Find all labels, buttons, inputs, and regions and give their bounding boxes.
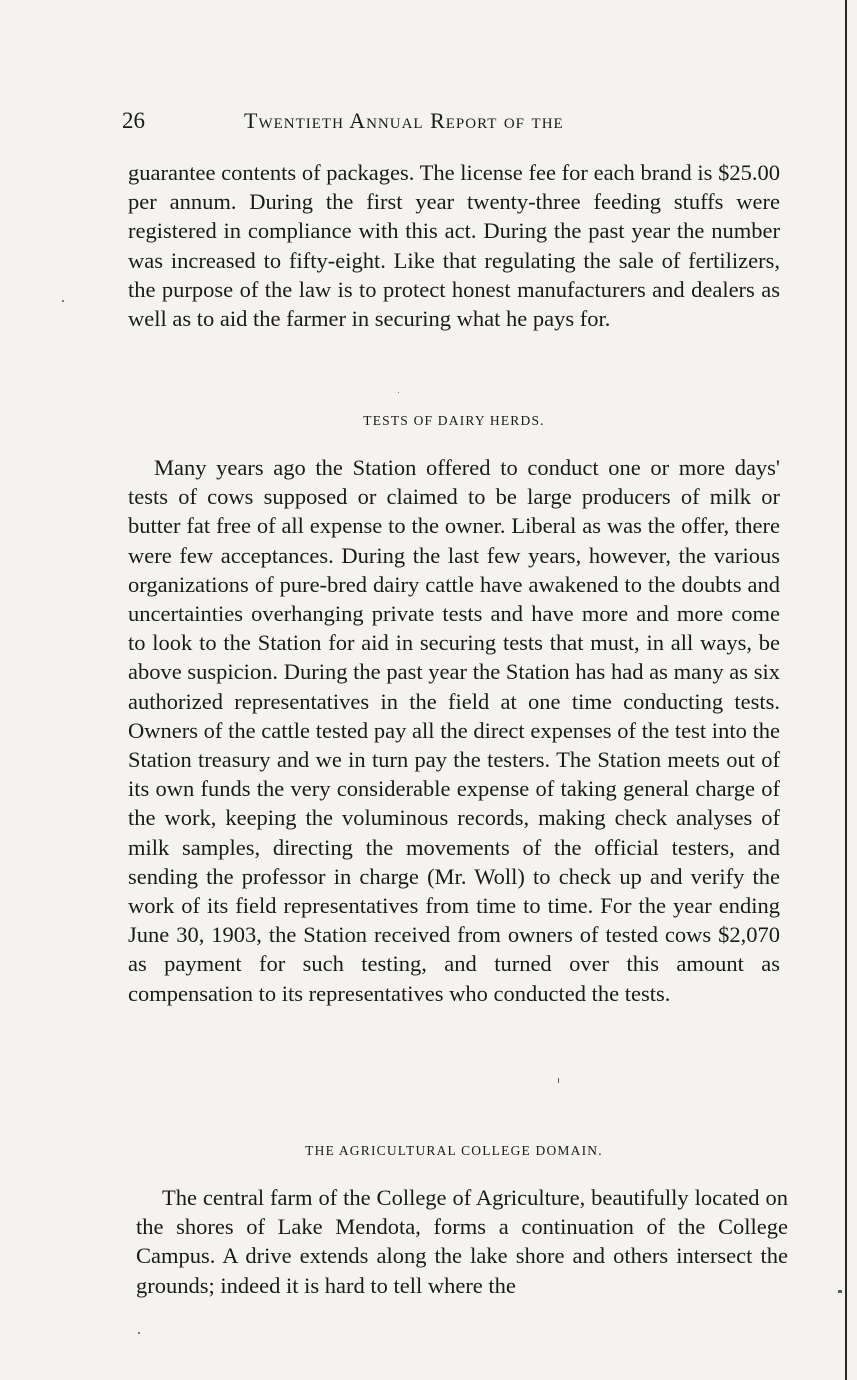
running-head — [122, 108, 682, 142]
paper-speck — [838, 1290, 842, 1293]
paper-speck — [398, 392, 399, 393]
section-heading-dairy-herds: TESTS OF DAIRY HERDS. — [363, 413, 545, 428]
paragraph-text: guarantee contents of packages. The license fee for each brand is $25.00 per annum. During the first year twenty-three feeding stuffs were registered in compliance with this act. During the past year the number was increased to fifty-eight. Like that regulating the sale of fertilizers, the purpose of the law is to protect honest manufacturers and dealers as well as to aid the farmer in securing what he pays for. — [128, 160, 780, 332]
paragraph-text: The central farm of the College of Agriculture, beautifully located on the shores of Lake Mendota, forms a continuation of the College Campus. A drive extends along the lake shore and others intersect the grounds; indeed it is hard to tell where the — [136, 1185, 788, 1298]
paper-speck — [138, 1332, 140, 1334]
paragraph-dairy-tests — [128, 453, 780, 1008]
section-heading-college-domain: THE AGRICULTURAL COLLEGE DOMAIN. — [305, 1143, 603, 1158]
page-edge-line — [845, 0, 847, 1380]
paragraph-continuation — [128, 158, 780, 333]
paper-speck — [62, 300, 64, 302]
paper-speck — [558, 1078, 559, 1083]
paragraph-text: Many years ago the Station offered to conduct one or more days' tests of cows supposed or claimed to be large producers of milk or butter fat free of all expense to the owner. Liberal as was the offer, there were few acceptances. During the last few years, however, the various organizations of pure-bred dairy cattle have awakened to the doubts and uncertainties overhanging private tests and have more and more come to look to the Station for aid in securing tests that must, in all ways, be above suspicion. During the past year the Station has had as many as six authorized representatives in the field at one time conducting tests. Owners of the cattle tested pay all the direct expenses of the test into the Station treasury and we in turn pay the testers. The Station meets out of its own funds the very considerable expense of taking general charge of the work, keeping the voluminous records, making check analyses of milk samples, directing the movements of the official testers, and sending the professor in charge (Mr. Woll) to check up and verify the work of its field representatives from time to time. For the year ending June 30, 1903, the Station received from owners of tested cows $2,070 as payment for such testing, and turned over this amount as compensation to its representatives who conducted the tests. — [128, 455, 780, 1006]
running-head-title: Twentieth Annual Report of the — [244, 108, 564, 133]
paragraph-college-domain — [136, 1183, 788, 1300]
page-number: 26 — [122, 108, 145, 133]
